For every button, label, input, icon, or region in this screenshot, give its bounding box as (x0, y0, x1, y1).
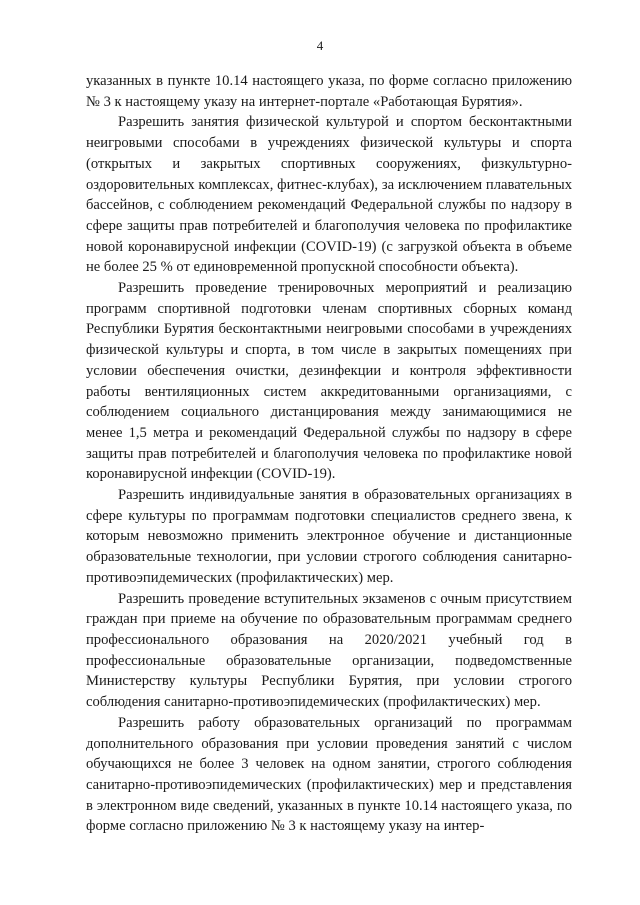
paragraph-additional-education: Разрешить работу образовательных организаций по программам дополнительного образования при условии проведения занятий с числом обучающихся не более 3 человек на одном занятии, строгого соблюдения санитарно-противоэпидемических (профилактических) мер и представления в электронном виде сведений, указанных в пункте 10.14 настоящего указа, по форме согласно приложению № 3 к настоящему указу на интер- (86, 714, 572, 835)
page-number: 4 (316, 38, 324, 53)
paragraph-culture-education: Разрешить индивидуальные занятия в образовательных организациях в сфере культуры по программам подготовки специалистов среднего звена, к которым невозможно применить электронное обучение и дистанционные образовательные технологии, при условии строгого соблюдения санитарно-противоэпидемических (профилактических) мер. (86, 487, 572, 586)
document-body (86, 71, 572, 837)
paragraph-sports-activities: Разрешить занятия физической культурой и спортом бесконтактными неигровыми способами в учреждениях физической культуры и спорта (открытых и закрытых спортивных сооружениях, физкультурно-оздоровительных комплексах, фитнес-клубах), за исключением плавательных бассейнов, с соблюдением рекомендаций Федеральной службы по надзору в сфере защиты прав потребителей и благополучия человека по профилактике новой коронавирусной инфекции (COVID-19) (с загрузкой объекта в объеме не более 25 % от единовременной пропускной способности объекта). (86, 114, 572, 276)
paragraph-continuation: указанных в пункте 10.14 настоящего указа, по форме согласно приложению № 3 к настоящему указу на интернет-портале «Работающая Бурятия». (86, 73, 572, 110)
paragraph-training-events: Разрешить проведение тренировочных мероприятий и реализацию программ спортивной подготовки членам спортивных сборных команд Республики Бурятия бесконтактными неигровыми способами в учреждениях физической культуры и спорта, в том числе в закрытых помещениях при условии обеспечения очистки, дезинфекции и контроля эффективности работы вентиляционных систем аккредитованными организациями, с соблюдением социального дистанцирования между занимающимися не менее 1,5 метра и рекомендаций Федеральной службы по надзору в сфере защиты прав потребителей и благополучия человека по профилактике новой коронавирусной инфекции (COVID-19). (86, 280, 572, 483)
paragraph-entrance-exams: Разрешить проведение вступительных экзаменов с очным присутствием граждан при приеме на обучение по образовательным программам среднего профессионального образования на 2020/2021 учебный год в профессиональные образовательные организации, подведомственные Министерству культуры Республики Бурятия, при условии строгого соблюдения санитарно-противоэпидемических (профилактических) мер. (86, 590, 572, 711)
